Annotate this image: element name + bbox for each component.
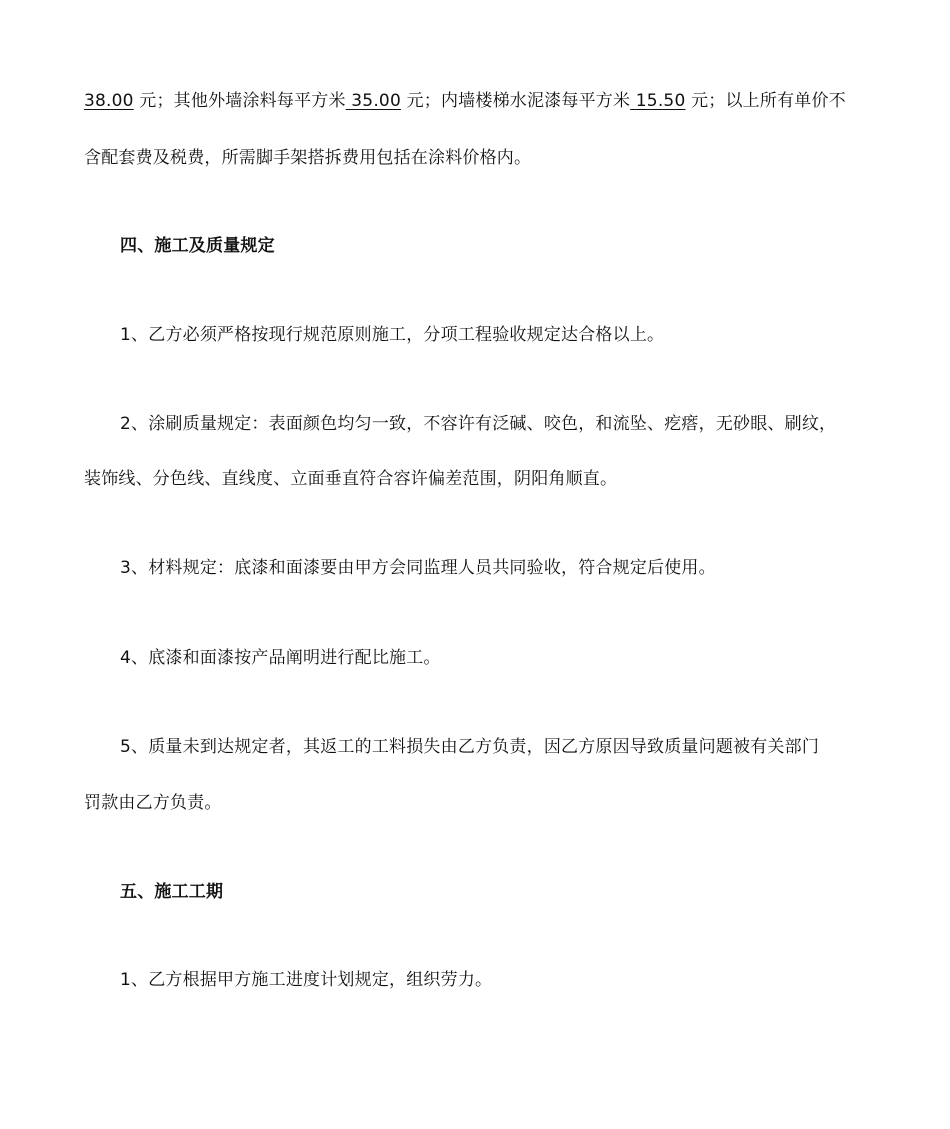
section-4-heading: 四、施工及质量规定 — [120, 236, 275, 256]
price-paragraph-continuation: 含配套费及税费，所需脚手架搭拆费用包括在涂料价格内。 — [84, 148, 532, 168]
price-text-3: 元；以上所有单价不 — [685, 91, 846, 111]
section-4-item-5-line-1: 5、质量未到达规定者，其返工的工料损失由乙方负责，因乙方原因导致质量问题被有关部门 — [120, 737, 820, 757]
price-value-3: 15.50 — [630, 91, 686, 111]
price-text-2: 元；内墙楼梯水泥漆每平方米 — [400, 91, 631, 111]
section-4-item-2-line-1: 2、涂刷质量规定：表面颜色均匀一致，不容许有泛碱、咬色，和流坠、疙瘩，无砂眼、刷纹， — [120, 414, 837, 434]
section-5-item-1: 1、乙方根据甲方施工进度计划规定，组织劳力。 — [120, 970, 493, 990]
section-4-item-1: 1、乙方必须严格按现行规范原则施工，分项工程验收规定达合格以上。 — [120, 325, 665, 345]
section-4-item-4: 4、底漆和面漆按产品阐明进行配比施工。 — [120, 648, 441, 668]
section-4-item-2-line-2: 装饰线、分色线、直线度、立面垂直符合容许偏差范围，阴阳角顺直。 — [84, 469, 618, 489]
price-text-1: 元；其他外墙涂料每平方米 — [133, 91, 346, 111]
price-value-2: 35.00 — [345, 91, 401, 111]
price-value-1: 38.00 — [84, 91, 134, 111]
section-4-item-5-line-2: 罚款由乙方负责。 — [84, 793, 222, 813]
price-paragraph-line — [84, 89, 884, 113]
section-5-heading: 五、施工工期 — [120, 882, 224, 902]
section-4-item-3: 3、材料规定：底漆和面漆要由甲方会同监理人员共同验收，符合规定后使用。 — [120, 558, 716, 578]
